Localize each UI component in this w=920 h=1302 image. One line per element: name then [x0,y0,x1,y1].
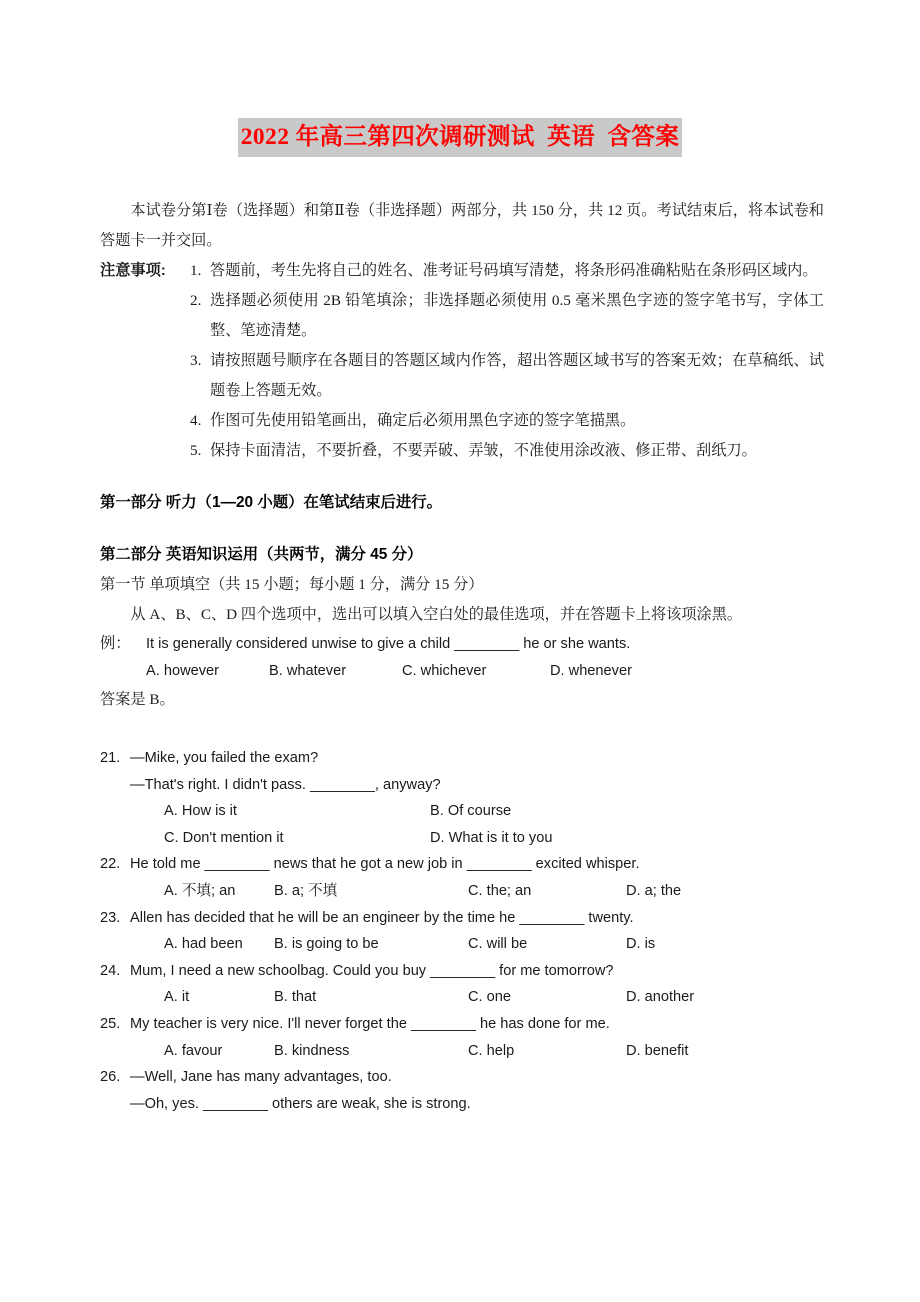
spacer [100,715,824,745]
question-23 [100,905,824,958]
question-stem-line [100,1064,824,1091]
example-answer: 答案是 B。 [100,691,175,708]
option-c[interactable]: C. help [468,1042,515,1059]
notice-text: 请按照题号顺序在各题目的答题区域内作答，超出答题区域书写的答案无效；在草稿纸、试题卷上答题无效。 [210,352,824,399]
question-text: Mum, I need a new schoolbag. Could you buy ________ for me tomorrow? [130,962,614,979]
question-25 [100,1011,824,1064]
example-options [146,658,824,685]
notice-item-2 [190,286,824,346]
option-c[interactable]: C. one [468,989,511,1006]
notice-number: 1. [190,262,202,279]
question-26 [100,1064,824,1117]
question-21 [100,745,824,851]
notice-item-5 [190,436,824,466]
example-option-c[interactable]: C. whichever [402,663,487,679]
example-stem-line [100,630,824,658]
question-22-options [164,878,824,905]
question-number: 22. [100,856,121,873]
page-title-text: 2022 年高三第四次调研测试 英语 含答案 [238,118,682,157]
part-two-heading: 第二部分 英语知识运用（共两节，满分 45 分） [100,546,423,563]
question-24-options [164,984,824,1011]
question-number: 24. [100,962,121,979]
option-d[interactable]: D. is [626,936,656,953]
spacer [100,518,824,540]
option-d[interactable]: D. a; the [626,882,682,899]
option-a[interactable]: A. had been [164,936,243,953]
question-number: 25. [100,1015,121,1032]
question-text-line-2: —That's right. I didn't pass. ________, anyway? [130,776,441,793]
question-22 [100,851,824,904]
question-24 [100,958,824,1011]
option-b[interactable]: B. Of course [430,803,512,820]
page-title [0,118,920,157]
example-option-b[interactable]: B. whatever [269,663,347,679]
example-option-d[interactable]: D. whenever [550,663,632,679]
question-stem-line [100,1011,824,1038]
question-stem-line [100,958,824,985]
notice-label: 注意事项: [100,262,166,279]
section-one-instruction: 从 A、B、C、D 四个选项中，选出可以填入空白处的最佳选项，并在答题卡上将该项涂黑。 [130,606,743,623]
notice-number: 4. [190,412,202,429]
question-21-options-row-1 [164,798,824,825]
option-a[interactable]: A. How is it [164,803,237,820]
question-stem-line [100,745,824,772]
question-text: My teacher is very nice. I'll never forget the ________ he has done for me. [130,1015,610,1032]
notice-number: 3. [190,352,202,369]
document-body [100,196,824,1117]
question-text-line-2: —Oh, yes. ________ others are weak, she is strong. [130,1095,471,1112]
question-21-options-row-2 [164,825,824,852]
notice-item-1 [190,256,824,286]
question-number: 21. [100,750,121,766]
notice-number: 5. [190,442,202,459]
spacer [100,466,824,488]
question-text: He told me ________ news that he got a new job in ________ excited whisper. [130,856,640,873]
question-text: —Mike, you failed the exam? [130,750,319,766]
option-c[interactable]: C. will be [468,936,528,953]
question-text: —Well, Jane has many advantages, too. [130,1069,392,1086]
question-text: Allen has decided that he will be an engineer by the time he ________ twenty. [130,909,634,926]
question-number: 26. [100,1069,121,1086]
option-a[interactable]: A. 不填; an [164,882,236,899]
part-one-heading: 第一部分 听力（1—20 小题）在笔试结束后进行。 [100,494,443,511]
question-25-options [164,1038,824,1065]
question-number: 23. [100,909,121,926]
notice-number: 2. [190,292,202,309]
intro-paragraph: 本试卷分第Ⅰ卷（选择题）和第Ⅱ卷（非选择题）两部分，共 150 分，共 12 页。考试结束后，将本试卷和答题卡一并交回。 [100,202,824,249]
notice-text: 保持卡面清洁，不要折叠，不要弄破、弄皱，不准使用涂改液、修正带、刮纸刀。 [210,442,757,459]
example-stem: It is generally considered unwise to give a child ________ he or she wants. [146,636,631,652]
notice-text: 选择题必须使用 2B 铅笔填涂；非选择题必须使用 0.5 毫米黑色字迹的签字笔书写，字体工整、笔迹清楚。 [210,292,824,339]
notice-row-1 [100,256,824,286]
example-label: 例： [100,635,131,652]
notice-item-4 [190,406,824,436]
section-one-heading: 第一节 单项填空（共 15 小题；每小题 1 分，满分 15 分） [100,576,484,593]
option-a[interactable]: A. it [164,989,190,1006]
option-b[interactable]: B. kindness [274,1042,350,1059]
question-stem-line [100,851,824,878]
option-b[interactable]: B. a; 不填 [274,882,338,899]
notice-text: 作图可先使用铅笔画出，确定后必须用黑色字迹的签字笔描黑。 [210,412,636,429]
option-d[interactable]: D. another [626,989,695,1006]
option-b[interactable]: B. is going to be [274,936,379,953]
option-c[interactable]: C. Don't mention it [164,829,284,846]
option-d[interactable]: D. What is it to you [430,829,553,846]
option-b[interactable]: B. that [274,989,317,1006]
notice-text: 答题前，考生先将自己的姓名、准考证号码填写清楚，将条形码准确粘贴在条形码区域内。 [210,262,818,279]
notice-block [100,256,824,466]
question-23-options [164,931,824,958]
example-option-a[interactable]: A. however [146,663,220,679]
option-a[interactable]: A. favour [164,1042,223,1059]
notice-item-3 [190,346,824,406]
option-d[interactable]: D. benefit [626,1042,689,1059]
question-stem-line [100,905,824,932]
option-c[interactable]: C. the; an [468,882,532,899]
